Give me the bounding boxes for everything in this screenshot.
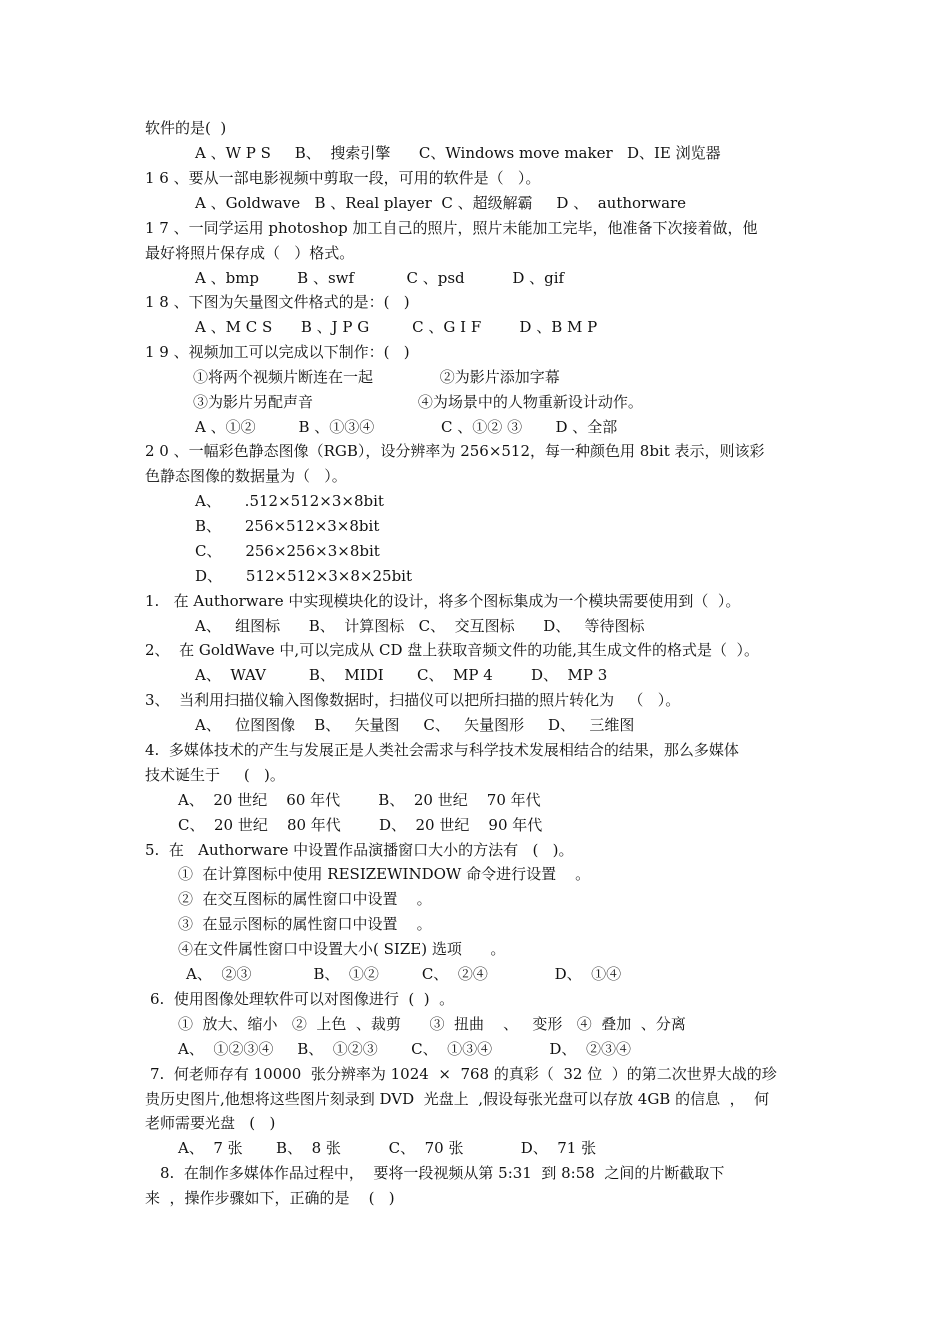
text-line: 7. 何老师存有 10000 张分辨率为 1024 × 768 的真彩（ 32 位 ）的第二次世界大战的珍: [150, 1065, 777, 1083]
text-line: D、 512×512×3×8×25bit: [195, 567, 413, 585]
text-line: A、 7 张 B、 8 张 C、 70 张 D、 71 张: [178, 1139, 597, 1157]
text-line: 2 0 、一幅彩色静态图像（RGB），设分辨率为 256×512，每一种颜色用 8bit 表示，则该彩: [145, 442, 765, 460]
text-line: ④在文件属性窗口中设置大小( SIZE) 选项 。: [178, 940, 506, 958]
text-line: ① 在计算图标中使用 RESIZEWINDOW 命令进行设置 。: [178, 865, 591, 883]
text-line: 4. 多媒体技术的产生与发展正是人类社会需求与科学技术发展相结合的结果，那么多媒体: [145, 741, 739, 759]
text-line: A、 位图图像 B、 矢量图 C、 矢量图形 D、 三维图: [195, 716, 635, 734]
text-line: 色静态图像的数据量为（ ）。: [145, 467, 347, 485]
text-line: 软件的是( ): [145, 119, 227, 137]
text-line: C、 256×256×3×8bit: [195, 542, 380, 560]
text-line: ③为影片另配声音 ④为场景中的人物重新设计动作。: [193, 393, 643, 411]
text-line: 3、 当利用扫描仪输入图像数据时，扫描仪可以把所扫描的照片转化为 （ ）。: [145, 691, 681, 709]
text-line: 最好将照片保存成（ ）格式。: [145, 244, 355, 262]
text-line: 老师需要光盘 ( ): [145, 1114, 276, 1132]
text-line: A、 20 世纪 60 年代 B、 20 世纪 70 年代: [178, 791, 541, 809]
text-line: 1 8 、下图为矢量图文件格式的是：( ): [145, 293, 410, 311]
text-line: A、 ①②③④ B、 ①②③ C、 ①③④ D、 ②③④: [178, 1040, 631, 1058]
text-line: A、 ②③ B、 ①② C、 ②④ D、 ①④: [186, 965, 622, 983]
text-line: A 、Goldwave B 、Real player C 、超级解霸 D 、 authorware: [195, 194, 687, 212]
text-line: A、 组图标 B、 计算图标 C、 交互图标 D、 等待图标: [195, 617, 645, 635]
text-line: 1. 在 Authorware 中实现模块化的设计，将多个图标集成为一个模块需要使用到（ ）。: [145, 592, 741, 610]
text-line: ①将两个视频片断连在一起 ②为影片添加字幕: [193, 368, 560, 386]
text-line: 技术诞生于 ( )。: [145, 766, 285, 784]
text-line: C、 20 世纪 80 年代 D、 20 世纪 90 年代: [178, 816, 543, 834]
text-line: ① 放大、缩小 ② 上色 、裁剪 ③ 扭曲 、 变形 ④ 叠加 、分离: [178, 1015, 686, 1033]
text-line: A、 WAV B、 MIDI C、 MP 4 D、 MP 3: [195, 666, 608, 684]
text-line: 5. 在 Authorware 中设置作品演播窗口大小的方法有 ( )。: [145, 841, 574, 859]
text-line: ③ 在显示图标的属性窗口中设置 。: [178, 915, 432, 933]
text-line: ② 在交互图标的属性窗口中设置 。: [178, 890, 432, 908]
text-line: 1 7 、一同学运用 photoshop 加工自己的照片，照片未能加工完毕，他准备下次接着做，他: [145, 219, 758, 237]
text-line: A 、W P S B、 搜索引擎 C、Windows move maker D、IE 浏览器: [195, 144, 721, 162]
text-line: 1 9 、视频加工可以完成以下制作：( ): [145, 343, 410, 361]
text-line: 贵历史图片,他想将这些图片刻录到 DVD 光盘上 ,假设每张光盘可以存放 4GB 的信息 ， 何: [145, 1090, 770, 1108]
text-line: A 、M C S B 、J P G C 、G I F D 、B M P: [195, 318, 598, 336]
text-line: 8. 在制作多媒体作品过程中， 要将一段视频从第 5:31 到 8:58 之间的片断截取下: [160, 1164, 725, 1182]
text-line: 来 ，操作步骤如下，正确的是 ( ): [145, 1189, 395, 1207]
text-line: A 、①② B 、①③④ C 、①② ③ D 、全部: [195, 418, 618, 436]
text-line: A 、bmp B 、swf C 、psd D 、gif: [195, 269, 565, 287]
text-line: 6. 使用图像处理软件可以对图像进行 ( ) 。: [150, 990, 455, 1008]
text-line: 1 6 、要从一部电影视频中剪取一段，可用的软件是（ ）。: [145, 169, 541, 187]
text-line: A、 .512×512×3×8bit: [195, 492, 384, 510]
text-line: B、 256×512×3×8bit: [195, 517, 380, 535]
text-line: 2、 在 GoldWave 中,可以完成从 CD 盘上获取音频文件的功能,其生成文件的格式是（ ）。: [145, 641, 760, 659]
